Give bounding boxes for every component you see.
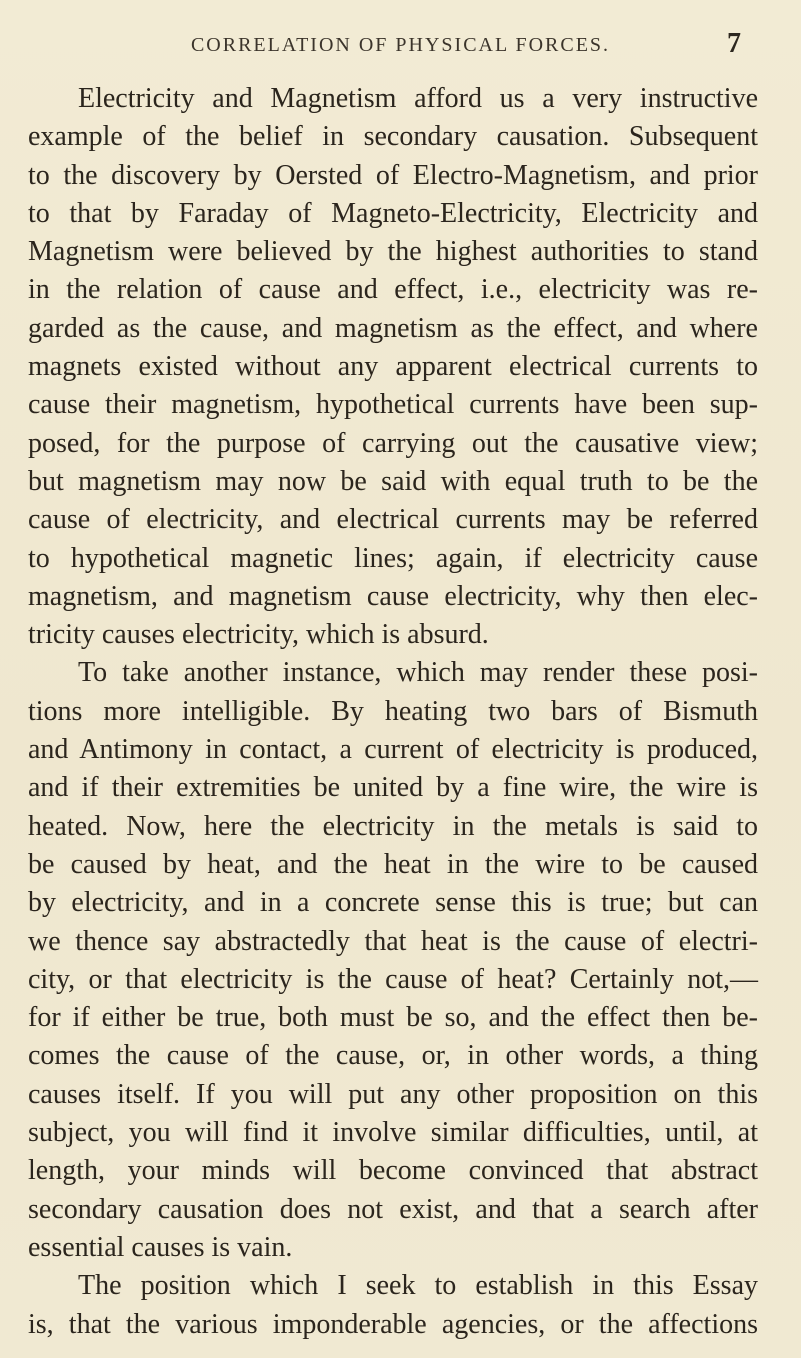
paragraph-1-line: to the discovery by Oersted of Electro-Magnetism, and prior xyxy=(28,159,758,191)
paragraph-1-line: but magnetism may now be said with equal truth to be the xyxy=(28,465,758,497)
paragraph-1-line: in the relation of cause and effect, i.e., electricity was re- xyxy=(28,274,758,306)
paragraph-1-line: Electricity and Magnetism afford us a very instructive xyxy=(78,83,758,114)
paragraph-1-line: magnets existed without any apparent electrical currents to xyxy=(28,351,758,383)
paragraph-1-line: magnetism, and magnetism cause electricity, why then elec- xyxy=(28,580,758,612)
paragraph-3-line: The position which I seek to establish in this Essay xyxy=(78,1270,758,1302)
paragraph-2-line: causes itself. If you will put any other proposition on this xyxy=(28,1078,758,1110)
paragraph-2-line: city, or that electricity is the cause of heat? Certainly not,— xyxy=(28,963,758,995)
paragraph-2-line: be caused by heat, and the heat in the wire to be caused xyxy=(28,848,758,880)
paragraph-1-line: to hypothetical magnetic lines; again, if electricity cause xyxy=(28,542,758,574)
paragraph-1-line: example of the belief in secondary causation. Subsequent xyxy=(28,121,758,153)
paragraph-1-line: cause of electricity, and electrical currents may be referred xyxy=(28,504,758,536)
page-number: 7 xyxy=(727,28,741,59)
paragraph-2-line: and Antimony in contact, a current of electricity is produced, xyxy=(28,734,758,766)
paragraph-1-line: to that by Faraday of Magneto-Electricity, Electricity and xyxy=(28,197,758,229)
running-head: CORRELATION OF PHYSICAL FORCES. xyxy=(190,34,611,56)
paragraph-2-line: for if either be true, both must be so, and the effect then be- xyxy=(28,1002,758,1034)
page-header xyxy=(0,30,801,70)
paragraph-2-line: and if their extremities be united by a fine wire, the wire is xyxy=(28,772,758,804)
paragraph-2-line: length, your minds will become convinced that abstract xyxy=(28,1155,758,1187)
paragraph-1-line: cause their magnetism, hypothetical currents have been sup- xyxy=(28,389,758,421)
paragraph-2-line: subject, you will find it involve similar difficulties, until, at xyxy=(28,1117,758,1149)
paragraph-2-line: secondary causation does not exist, and that a search after xyxy=(28,1193,758,1225)
paragraph-3-line: is, that the various imponderable agencies, or the affections xyxy=(28,1308,758,1340)
paragraph-2-line: by electricity, and in a concrete sense this is true; but can xyxy=(28,887,758,919)
paragraph-2-line: essential causes is vain. xyxy=(28,1231,293,1263)
paragraph-1-line: posed, for the purpose of carrying out the causative view; xyxy=(28,427,758,459)
paragraph-2-line: To take another instance, which may render these posi- xyxy=(78,657,758,689)
paragraph-2-line: comes the cause of the cause, or, in other words, a thing xyxy=(28,1040,758,1072)
paragraph-2-line: tions more intelligible. By heating two bars of Bismuth xyxy=(28,695,758,727)
paragraph-2-line: heated. Now, here the electricity in the metals is said to xyxy=(28,810,758,842)
paragraph-1-line: garded as the cause, and magnetism as the effect, and where xyxy=(28,312,758,344)
paragraph-2-line: we thence say abstractedly that heat is the cause of electri- xyxy=(28,925,758,957)
paragraph-1-line: Magnetism were believed by the highest authorities to stand xyxy=(28,236,758,268)
body-text xyxy=(0,80,801,1344)
paragraph-1-line: tricity causes electricity, which is absurd. xyxy=(28,619,489,651)
